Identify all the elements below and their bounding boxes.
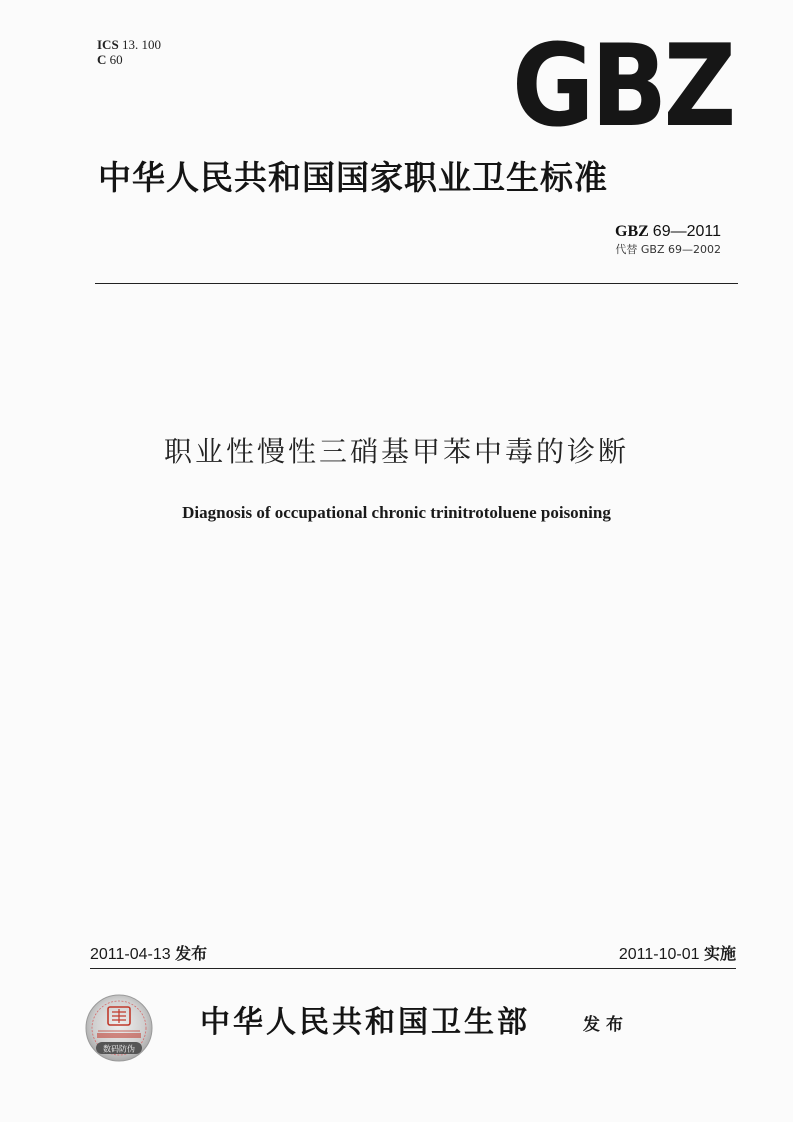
issue-date-word: 发布 (175, 944, 208, 963)
publisher-word: 发布 (583, 1015, 629, 1035)
standard-title: 中华人民共和国国家职业卫生标准 (98, 158, 608, 197)
issue-date (90, 944, 207, 965)
effective-date-value: 2011-10-01 (618, 946, 700, 963)
standard-code (615, 222, 721, 257)
ics-classification (97, 37, 161, 67)
seal-text: 数码防伪 (103, 1044, 135, 1054)
effective-date-word: 实施 (703, 944, 736, 963)
class-label: C (97, 52, 107, 67)
document-title-en: Diagnosis of occupational chronic trinitrotoluene poisoning (182, 503, 611, 522)
footer-divider (90, 968, 736, 969)
anti-counterfeit-seal (84, 993, 154, 1063)
effective-date (619, 944, 736, 965)
seal-emblem-icon (84, 993, 154, 1063)
issue-date-value: 2011-04-13 (90, 946, 171, 963)
gbz-logo: GBZ (512, 21, 733, 153)
class-value: 60 (109, 52, 123, 67)
ics-value: 13. 100 (121, 37, 161, 52)
code-number: 69—2011 (652, 223, 721, 240)
document-title-cn: 职业性慢性三硝基甲苯中毒的诊断 (163, 435, 629, 468)
replaces-code: 代替 GBZ 69—2002 (615, 243, 721, 256)
header-divider (95, 283, 738, 284)
ics-label: ICS (97, 37, 119, 52)
code-prefix: GBZ (615, 223, 649, 240)
publisher-name: 中华人民共和国卫生部 (200, 1005, 530, 1040)
